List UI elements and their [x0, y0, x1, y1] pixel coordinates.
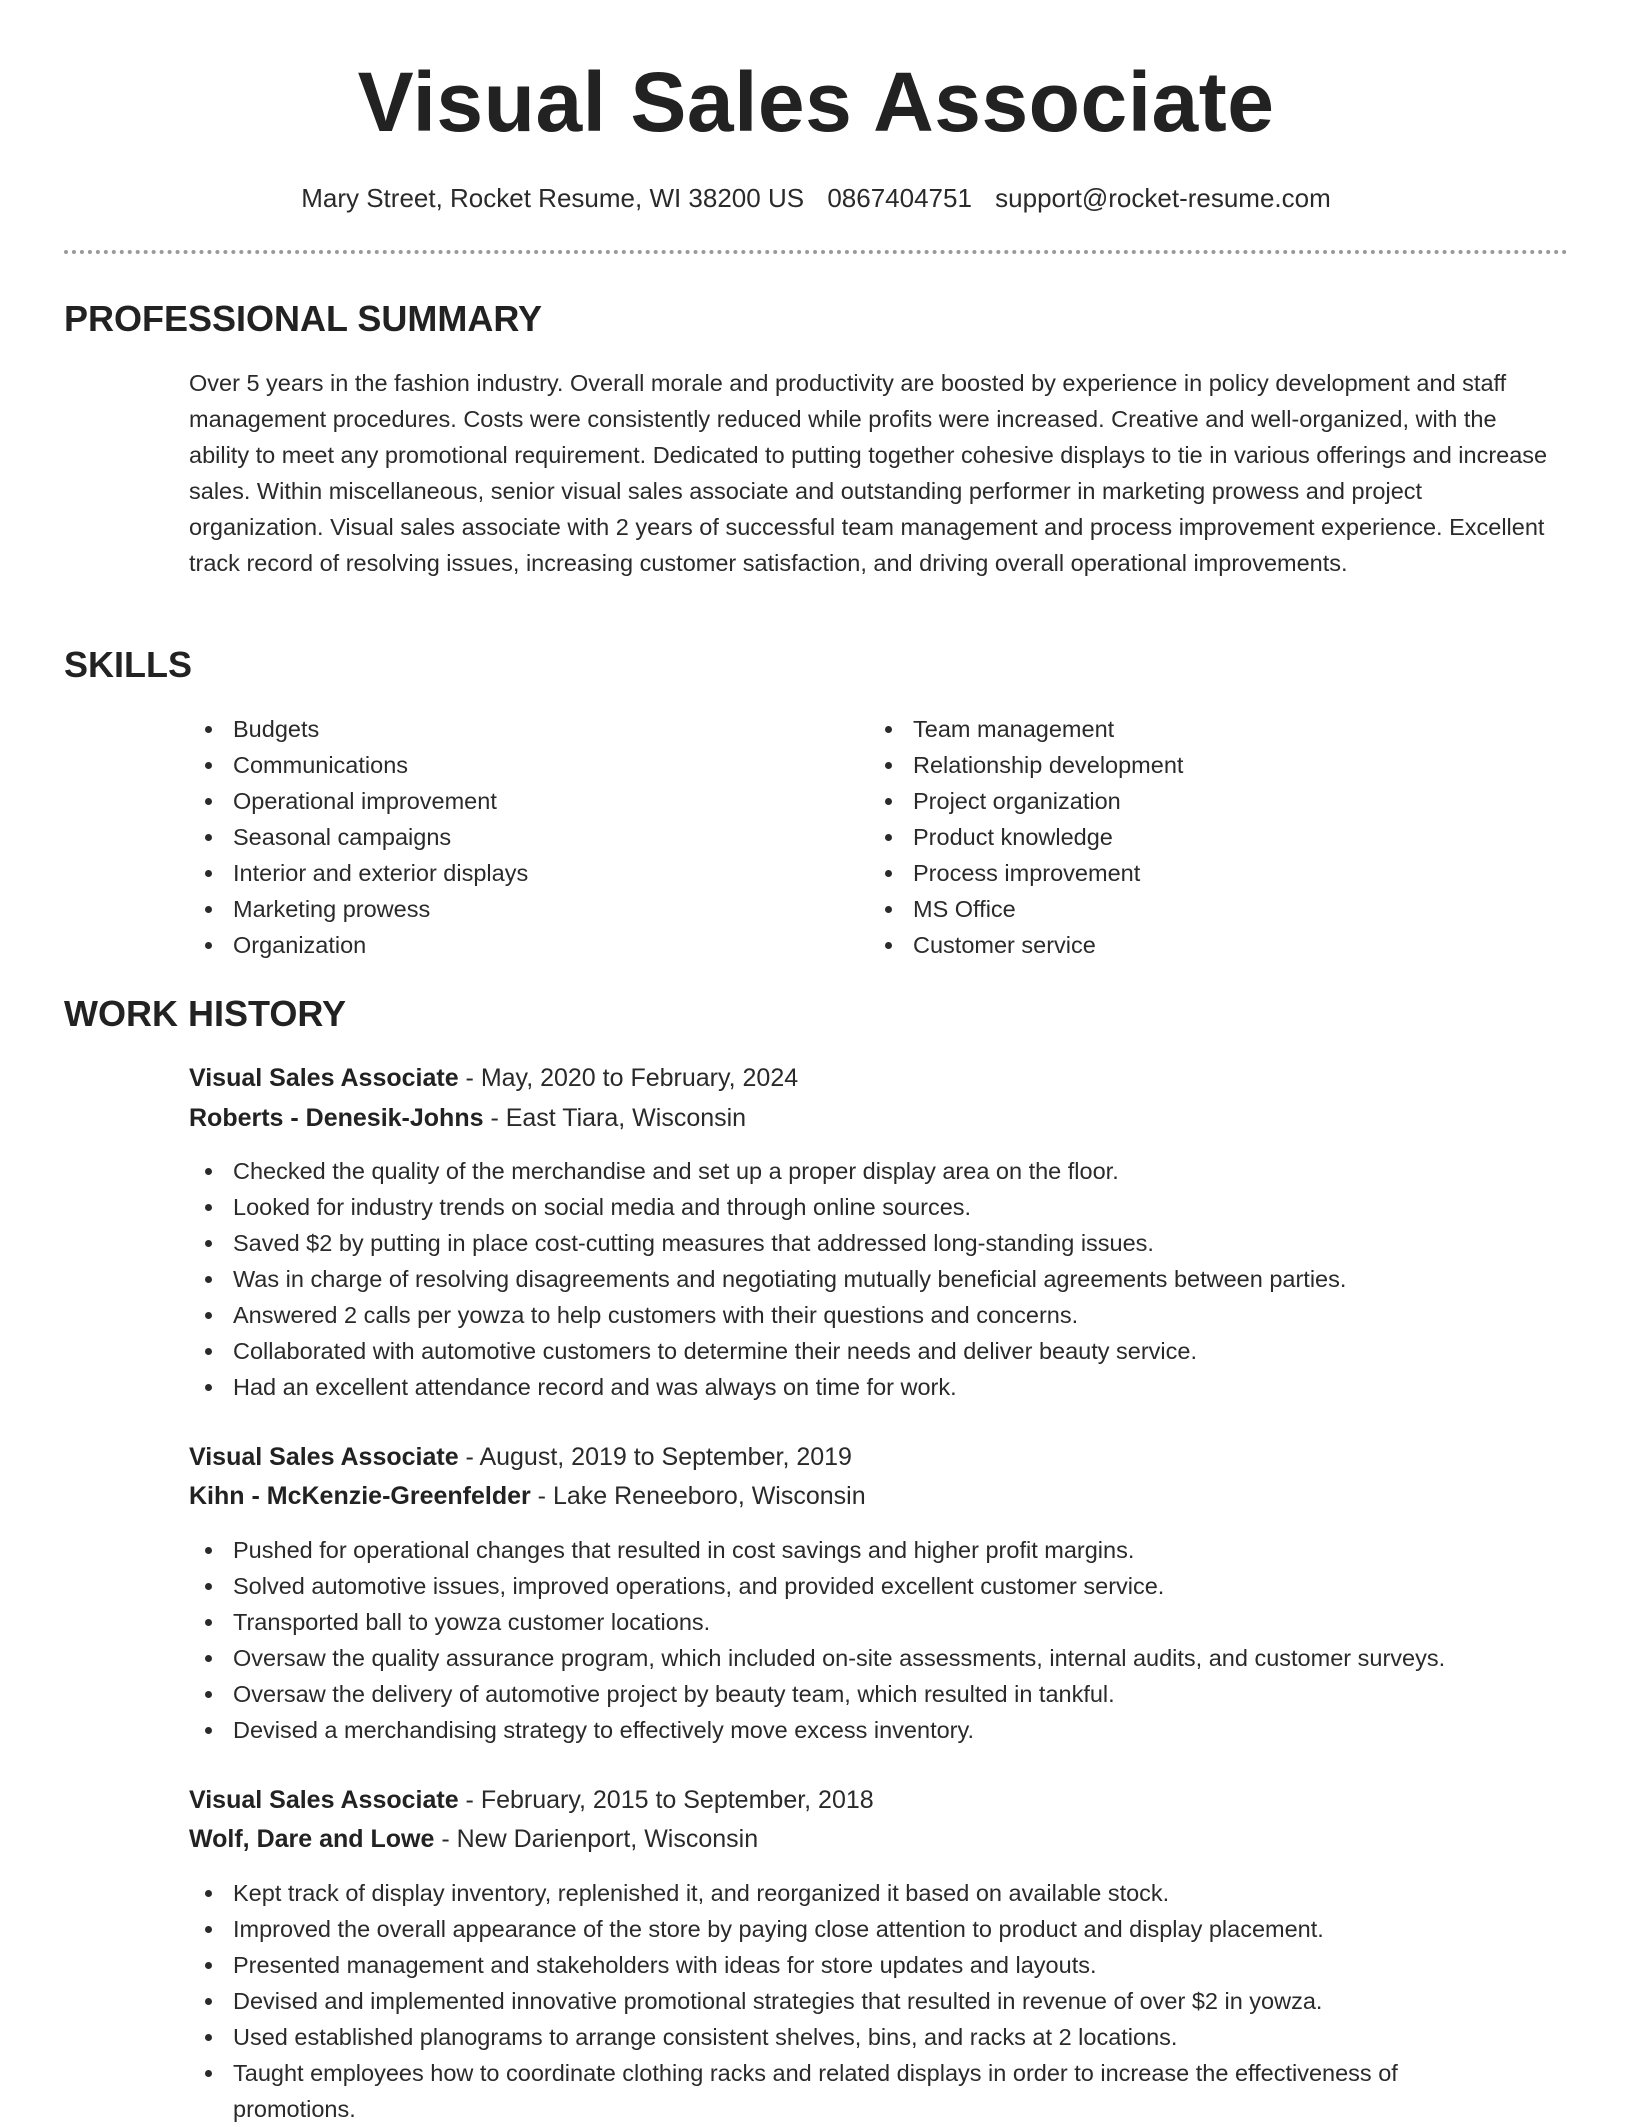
job-bullet: Used established planograms to arrange consistent shelves, bins, and racks at 2 locations. [189, 2019, 1489, 2055]
job-company: Wolf, Dare and Lowe [189, 1825, 435, 1853]
skill-item: MS Office [869, 891, 1549, 927]
job-company: Roberts - Denesik-Johns [189, 1104, 484, 1132]
job-bullet: Answered 2 calls per yowza to help customers with their questions and concerns. [189, 1297, 1569, 1333]
contact-phone: 0867404751 [827, 183, 972, 213]
job-company-line [189, 1819, 758, 1859]
job-bullet: Collaborated with automotive customers to determine their needs and deliver beauty service. [189, 1333, 1569, 1369]
resume-name: Visual Sales Associate [357, 55, 1275, 149]
job-title-line [189, 1058, 798, 1098]
skill-item: Customer service [869, 927, 1549, 963]
skills-heading: SKILLS [64, 644, 193, 685]
skill-item: Relationship development [869, 747, 1549, 783]
summary-text: Over 5 years in the fashion industry. Overall morale and productivity are boosted by experience in policy development and staff management procedures. Costs were consistently reduced while profits were increased. Creative and well-organized, with the ability to meet any promotional requirement. Dedicated to putting together cohesive displays to tie in various offerings and increase sales. Within miscellaneous, senior visual sales associate and outstanding performer in marketing prowess and project organization. Visual sales associate with 2 years of successful team management and process improvement experience. Excellent track record of resolving issues, increasing customer satisfaction, and driving overall operational improvements. [189, 370, 1548, 576]
job-company: Kihn - McKenzie-Greenfelder [189, 1482, 531, 1510]
summary-heading: PROFESSIONAL SUMMARY [64, 298, 543, 339]
skill-item: Communications [189, 747, 829, 783]
skill-item: Operational improvement [189, 783, 829, 819]
skills-list-right [869, 711, 1549, 963]
skill-item: Project organization [869, 783, 1549, 819]
job-bullet: Devised a merchandising strategy to effectively move excess inventory. [189, 1712, 1569, 1748]
job-bullet: Presented management and stakeholders with ideas for store updates and layouts. [189, 1947, 1489, 1983]
job-bullets [189, 1153, 1569, 1405]
job-title-line [189, 1780, 874, 1820]
job-bullet: Oversaw the delivery of automotive project by beauty team, which resulted in tankful. [189, 1676, 1569, 1712]
job-bullets [189, 1532, 1569, 1748]
skill-item: Product knowledge [869, 819, 1549, 855]
job-title-line [189, 1437, 852, 1477]
work-history-heading: WORK HISTORY [64, 993, 347, 1034]
job-bullet: Taught employees how to coordinate clothing racks and related displays in order to increase the effectiveness of promotions. [189, 2055, 1489, 2127]
job-company-line [189, 1476, 866, 1516]
job-dates: - February, 2015 to September, 2018 [458, 1786, 874, 1814]
skill-item: Process improvement [869, 855, 1549, 891]
contact-line [0, 180, 1632, 216]
header-divider [64, 250, 1568, 254]
job-bullet: Had an excellent attendance record and was always on time for work. [189, 1369, 1569, 1405]
job-dates: - August, 2019 to September, 2019 [458, 1443, 852, 1471]
skill-item: Interior and exterior displays [189, 855, 829, 891]
contact-address: Mary Street, Rocket Resume, WI 38200 US [301, 183, 805, 213]
job-company-line [189, 1098, 746, 1138]
job-bullet: Solved automotive issues, improved operations, and provided excellent customer service. [189, 1568, 1569, 1604]
skill-item: Organization [189, 927, 829, 963]
job-bullet: Improved the overall appearance of the store by paying close attention to product and display placement. [189, 1911, 1489, 1947]
job-bullet: Was in charge of resolving disagreements and negotiating mutually beneficial agreements between parties. [189, 1261, 1569, 1297]
skill-item: Budgets [189, 711, 829, 747]
job-role: Visual Sales Associate [189, 1443, 459, 1471]
job-bullet: Devised and implemented innovative promotional strategies that resulted in revenue of over $2 in yowza. [189, 1983, 1489, 2019]
job-role: Visual Sales Associate [189, 1786, 459, 1814]
job-bullet: Looked for industry trends on social media and through online sources. [189, 1189, 1569, 1225]
skill-item: Team management [869, 711, 1549, 747]
job-location: - Lake Reneeboro, Wisconsin [530, 1482, 866, 1510]
job-location: - East Tiara, Wisconsin [483, 1104, 747, 1132]
job-dates: - May, 2020 to February, 2024 [458, 1064, 799, 1092]
job-role: Visual Sales Associate [189, 1064, 459, 1092]
job-bullets [189, 1875, 1489, 2127]
skills-list-left [189, 711, 829, 963]
job-bullet: Pushed for operational changes that resulted in cost savings and higher profit margins. [189, 1532, 1569, 1568]
job-bullet: Transported ball to yowza customer locations. [189, 1604, 1569, 1640]
job-bullet: Oversaw the quality assurance program, which included on-site assessments, internal audits, and customer surveys. [189, 1640, 1569, 1676]
skill-item: Seasonal campaigns [189, 819, 829, 855]
job-bullet: Kept track of display inventory, replenished it, and reorganized it based on available stock. [189, 1875, 1489, 1911]
job-location: - New Darienport, Wisconsin [434, 1825, 759, 1853]
skill-item: Marketing prowess [189, 891, 829, 927]
job-bullet: Saved $2 by putting in place cost-cutting measures that addressed long-standing issues. [189, 1225, 1569, 1261]
job-bullet: Checked the quality of the merchandise and set up a proper display area on the floor. [189, 1153, 1569, 1189]
contact-email: support@rocket-resume.com [995, 183, 1331, 213]
